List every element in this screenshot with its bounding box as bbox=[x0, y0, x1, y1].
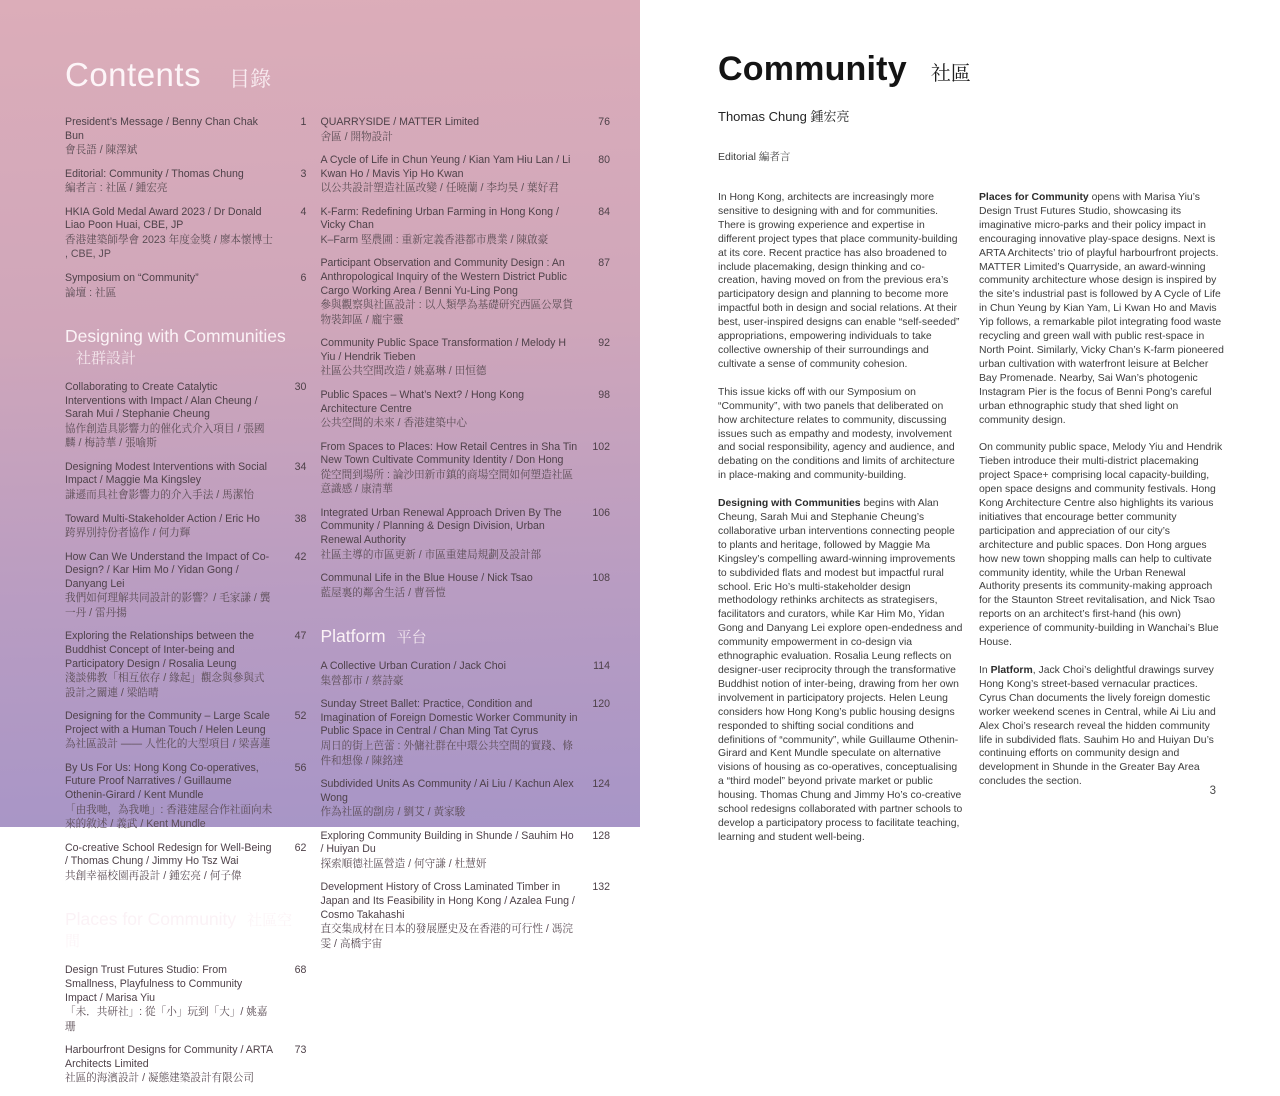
paragraph-text: In Hong Kong, architects are increasingly more sensitive to designing with and for communities. There is growing experience and expertise in different project types that place community-building at its core. Recent practice has also broadened to include placemaking, design thinking and co-creation, having moved on from the previous era’s participatory design and planning to become more impactful both in design and social relations. At their best, user-inspired designs can enable “self-seeded” appropriations, empowering individuals to take collective ownership of their surroundings and cultivate a sense of community cohesion. bbox=[718, 192, 960, 370]
toc-entry-title-zh: 公共空間的未來 / 香港建築中心 bbox=[320, 417, 468, 430]
paragraph-lead-bold: Platform bbox=[990, 665, 1033, 676]
article-paragraph bbox=[979, 441, 1224, 650]
toc-entry-text bbox=[320, 154, 586, 196]
article-kicker: Editorial 編者言 bbox=[718, 151, 791, 163]
toc-entry-page-number: 6 bbox=[300, 271, 307, 284]
toc-entry-title-zh: 作為社區的劏房 / 劉艾 / 黃家駿 bbox=[320, 806, 466, 819]
toc-entry-title-zh: 直交集成材在日本的發展歷史及在香港的可行性 / 馮浣雯 / 高橋宇宙 bbox=[320, 923, 573, 950]
article-paragraph bbox=[718, 191, 963, 372]
toc-entry bbox=[320, 441, 610, 497]
toc-entry bbox=[320, 507, 610, 562]
toc-entry-text bbox=[65, 630, 282, 700]
article-paragraph bbox=[979, 664, 1224, 789]
toc-entry-title-zh: 編者言 : 社區 / 鍾宏亮 bbox=[65, 182, 168, 195]
toc-section-heading bbox=[65, 909, 306, 951]
toc-entry-title-en: Subdivided Units As Community / Ai Liu / Kachun Alex Wong bbox=[320, 778, 574, 804]
toc-entry bbox=[65, 381, 306, 451]
toc-columns bbox=[65, 116, 610, 1096]
toc-entry-title-zh: 探索順德社區營造 / 何守謙 / 杜慧妍 bbox=[320, 857, 487, 870]
toc-entry-title-zh: 協作創造具影響力的催化式介入項目 / 張國麟 / 梅詩華 / 張喻斯 bbox=[65, 422, 265, 450]
toc-entry-title-zh: 「未．共研社」: 從「小」玩到「大」/ 姚嘉珊 bbox=[65, 1006, 268, 1033]
article-paragraph bbox=[979, 191, 1224, 427]
toc-entry-title-zh: 淺談佛教「相互依存 / 緣起」觀念與參與式設計之關連 / 梁皓晴 bbox=[65, 672, 265, 699]
toc-entry-title-en: By Us For Us: Hong Kong Co-operatives, Future Proof Narratives / Guillaume Othenin-Girard / Kent Mundle bbox=[65, 761, 259, 802]
toc-entry bbox=[320, 778, 610, 820]
toc-entry bbox=[320, 830, 610, 872]
toc-entry-title-zh: 謙遜而具社會影響力的介入手法 / 馬潔怡 bbox=[65, 489, 254, 502]
toc-entry-page-number: 3 bbox=[300, 167, 307, 180]
article-paragraph bbox=[718, 386, 963, 483]
toc-entry-title-zh: 從空間到場所 : 論沙田新市鎮的商場空間如何塑造社區意識感 / 康清華 bbox=[320, 468, 573, 496]
toc-entry-page-number: 92 bbox=[598, 337, 610, 350]
toc-entry bbox=[65, 710, 306, 752]
toc-entry-title-en: Exploring the Relationships between the Buddhist Concept of Inter-being and Participatory Design / Rosalia Leung bbox=[65, 630, 255, 670]
toc-entry-title-zh: 為社區設計 —— 人性化的大型項目 / 梁喜蓮 bbox=[65, 738, 271, 751]
toc-section-title-en: Platform bbox=[320, 626, 386, 647]
toc-entry bbox=[320, 116, 610, 144]
toc-entry-text bbox=[320, 698, 586, 768]
article-title-zh: 社區 bbox=[930, 63, 971, 85]
article-paragraph bbox=[718, 497, 963, 845]
contents-title-zh: 目錄 bbox=[229, 68, 272, 91]
toc-entry-title-zh: 香港建築師學會 2023 年度金獎 / 廖本懷博士 , CBE, JP bbox=[65, 233, 273, 261]
article-columns bbox=[718, 191, 1280, 859]
toc-entry-title-en: Designing Modest Interventions with Social Impact / Maggie Ma Kingsley bbox=[65, 460, 267, 487]
toc-entry-title-zh: 周日的街上芭蕾 : 外傭社群在中環公共空間的實踐、條件和想像 / 陳銘達 bbox=[320, 740, 573, 767]
toc-entry-text bbox=[320, 206, 586, 248]
toc-entry bbox=[65, 964, 306, 1034]
toc-entry-title-zh: 社區的海濱設計 / 凝態建築設計有限公司 bbox=[65, 1072, 254, 1085]
toc-entry bbox=[65, 461, 306, 503]
toc-section-title-zh: 平台 bbox=[396, 629, 427, 647]
toc-entry-title-en: Co-creative School Redesign for Well-Being / Thomas Chung / Jimmy Ho Tsz Wai bbox=[65, 841, 272, 868]
toc-entry-title-en: Communal Life in the Blue House / Nick Tsao bbox=[320, 572, 533, 585]
toc-entry-page-number: 1 bbox=[300, 116, 307, 128]
toc-entry-page-number: 47 bbox=[294, 630, 307, 643]
toc-entry-text bbox=[320, 116, 586, 144]
toc-entry-text bbox=[65, 551, 282, 621]
paragraph-text: , Jack Choi’s delightful drawings survey Hong Kong’s street-based vernacular practices. Cyrus Chan documents the lively foreign domestic worker weekend scenes in Central, while Ai Liu and Alex Choi’s research reveal the hidden community life in subdivided flats. Sauhim Ho and Huiyan Du’s continuing efforts on community design and development in Shunde in the Greater Bay Area concludes the section. bbox=[979, 665, 1216, 788]
toc-entry-page-number: 106 bbox=[592, 506, 610, 519]
toc-entry-title-en: Participant Observation and Community Design : An Anthropological Inquiry of the Western District Public Cargo Working Area / Benni Yu-Ling Pong bbox=[320, 257, 567, 297]
toc-entry-title-zh: 論壇 : 社區 bbox=[65, 286, 117, 299]
toc-entry-page-number: 30 bbox=[294, 381, 307, 394]
paragraph-text: In bbox=[979, 665, 991, 676]
toc-entry-title-en: How Can We Understand the Impact of Co-Design? / Kar Him Mo / Yidan Gong / Danyang Lei bbox=[65, 550, 270, 590]
toc-entry-page-number: 73 bbox=[294, 1044, 307, 1057]
toc-entry bbox=[65, 513, 306, 541]
toc-entry-title-zh: 藍屋裏的鄰舍生活 / 曹晉愷 bbox=[320, 586, 446, 599]
editorial-page bbox=[640, 0, 1280, 843]
toc-entry bbox=[320, 337, 610, 379]
toc-section-title-zh: 社群設計 bbox=[76, 350, 137, 368]
toc-entry-page-number: 98 bbox=[598, 388, 610, 401]
toc-entry bbox=[320, 154, 610, 196]
toc-section-heading bbox=[320, 626, 610, 647]
toc-entry-text bbox=[320, 830, 586, 872]
toc-entry bbox=[320, 881, 610, 951]
toc-entry-title-en: President’s Message / Benny Chan Chak Bun bbox=[65, 116, 258, 142]
toc-entry-title-zh: 以公共設計塑造社區改變 / 任曉蘭 / 李均昊 / 葉好君 bbox=[320, 182, 559, 195]
toc-entry-title-en: Development History of Cross Laminated Timber in Japan and Its Feasibility in Hong Kong / Azalea Fung / Cosmo Takahashi bbox=[320, 881, 575, 921]
toc-entry bbox=[320, 206, 610, 248]
toc-entry-title-en: Sunday Street Ballet: Practice, Condition and Imagination of Foreign Domestic Worker Community in Public Space in Central / Chan Ming Tat Cyrus bbox=[320, 698, 578, 738]
toc-entry-title-zh: 我們如何理解共同設計的影響？/ 毛家謙 / 龔一丹 / 雷丹揚 bbox=[65, 592, 271, 619]
toc-entry-page-number: 114 bbox=[593, 660, 610, 673]
toc-entry-page-number: 38 bbox=[294, 512, 307, 525]
toc-entry-page-number: 84 bbox=[598, 205, 610, 218]
toc-entry-title-en: From Spaces to Places: How Retail Centres in Sha Tin New Town Cultivate Community Identity / Don Hong bbox=[320, 440, 578, 467]
toc-entry-title-en: Exploring Community Building in Shunde / Sauhim Ho / Huiyan Du bbox=[320, 829, 574, 856]
toc-entry-text bbox=[65, 964, 282, 1034]
paragraph-text: begins with Alan Cheung, Sarah Mui and Stephanie Cheung’s collaborative urban interventions connecting people to plants and heritage, followed by Maggie Ma Kingsley’s compelling award-winning improvements to subdivided flats and modest but impactful rural school. Eric Ho’s multi-stakeholder design methodology rethinks architects as strategisers, facilitators and curators, while Kar Him Mo, Yidan Gong and Danyang Lei explore open-endedness and community empowerment in co-design via ethnographic evaluation. Rosalia Leung reflects on designer-user reciprocity through the transformative Buddhist notion of inter-being, drawing from her own involvement in participatory projects. Helen Leung considers how Hong Kong’s public housing designs responded to shifting social conditions and definitions of “community”, while Guillaume Othenin-Girard and Kent Mundle speculate on alternative visions of housing as co-operatives, conceptualising a “third model” beyond private market or public housing. Thomas Chung and Jimmy Ho’s co-creative school redesigns collaborated with partner schools to develop a participatory process to facilitate teaching, learning and student well-being. bbox=[718, 498, 963, 843]
article-col-1 bbox=[718, 191, 963, 859]
toc-entry-title-zh: 跨界別持份者協作 / 何力輝 bbox=[65, 527, 191, 540]
toc-entry-title-en: Editorial: Community / Thomas Chung bbox=[65, 167, 244, 180]
toc-entry bbox=[320, 257, 610, 327]
toc-entry-text bbox=[65, 842, 282, 884]
toc-entry-page-number: 102 bbox=[592, 440, 610, 453]
toc-entry-page-number: 120 bbox=[592, 698, 610, 711]
toc-entry bbox=[65, 551, 306, 621]
toc-entry-text bbox=[320, 257, 586, 327]
toc-entry bbox=[320, 698, 610, 768]
toc-entry-text bbox=[65, 381, 282, 451]
toc-entry bbox=[65, 762, 306, 832]
toc-entry-text bbox=[65, 272, 282, 300]
toc-entry bbox=[65, 206, 306, 262]
article-col-2 bbox=[979, 191, 1224, 859]
toc-entry-page-number: 4 bbox=[300, 205, 307, 218]
toc-entry-page-number: 68 bbox=[294, 964, 307, 977]
toc-entry-title-en: HKIA Gold Medal Award 2023 / Dr Donald Liao Poon Huai, CBE, JP bbox=[65, 205, 262, 232]
toc-entry-title-zh: 社區主導的市區更新 / 市區重建局規劃及設計部 bbox=[320, 548, 542, 561]
toc-section-title-en: Places for Community bbox=[65, 909, 237, 930]
toc-entry bbox=[65, 842, 306, 884]
paragraph-text: On community public space, Melody Yiu and Hendrik Tieben introduce their multi-district placemaking project Space+ comprising local capacity-building, open space designs and community festivals. Hong Kong Architecture Centre also highlights its various initiatives that encourage better community participation and appreciation of our city’s architecture and public spaces. Don Hong argues how new town shopping malls can help to cultivate community identity, while the Urban Renewal Authority presents its community-making approach for the Staunton Street revitalisation, and Nick Tsao reports on an architect’s first-hand (his own) experience of community-building in Wanchai’s Blue House. bbox=[979, 442, 1223, 649]
toc-entry-page-number: 62 bbox=[294, 841, 307, 854]
contents-page bbox=[0, 0, 640, 1085]
toc-entry-title-en: Design Trust Futures Studio: From Smallness, Playfulness to Community Impact / Marisa Yiu bbox=[65, 964, 243, 1004]
toc-entry-text bbox=[65, 513, 282, 541]
toc-section-title-en: Designing with Communities bbox=[65, 326, 286, 347]
toc-entry-title-en: Toward Multi-Stakeholder Action / Eric Ho bbox=[65, 512, 260, 525]
paragraph-lead-bold: Places for Community bbox=[979, 192, 1089, 203]
toc-entry bbox=[65, 168, 306, 196]
toc-entry-text bbox=[65, 168, 282, 196]
toc-entry-page-number: 124 bbox=[592, 778, 610, 791]
paragraph-text: opens with Marisa Yiu’s Design Trust Futures Studio, showcasing its imaginative micro-parks and their policy impact in encouraging innovative play-space designs. Next is ARTA Architects’ trio of playful harbourfront projects. MATTER Limited’s Quarryside, an award-winning community architecture whose design is inspired by the site’s industrial past is followed by A Cycle of Life in Chun Yeung by Kian Yam, Li Kwan Ho and Mavis Yip follows, a remarkable pilot integrating food waste recycling and green wall with public rest-space in North Point. Similarly, Vicky Chan’s K-farm pioneered urban cultivation with waterfront leisure at Belcher Bay Promenade. Nearby, Sai Wan’s photogenic Instagram Pier is the focus of Benni Pong’s careful urban ethnographic study that shed light on community design. bbox=[979, 192, 1224, 426]
toc-entry-title-en: K-Farm: Redefining Urban Farming in Hong Kong / Vicky Chan bbox=[320, 205, 559, 232]
toc-entry-title-zh: 共創幸福校園再設計 / 鍾宏亮 / 何子偉 bbox=[65, 869, 242, 882]
toc-entry bbox=[65, 116, 306, 158]
toc-entry-title-en: Symposium on “Community” bbox=[65, 271, 199, 284]
toc-entry-title-zh: 參與觀察與社區設計 : 以人類學為基礎研究西區公眾貨物裝卸區 / 龐宇靈 bbox=[320, 299, 573, 326]
toc-entry-page-number: 52 bbox=[294, 710, 307, 723]
toc-entry bbox=[320, 389, 610, 431]
article-title: Community bbox=[718, 50, 907, 88]
toc-entry-text bbox=[65, 1044, 282, 1086]
toc-entry-title-en: Public Spaces – What’s Next? / Hong Kong Architecture Centre bbox=[320, 388, 525, 415]
toc-entry-title-zh: 社區公共空間改造 / 姚嘉琳 / 田恒德 bbox=[320, 365, 487, 378]
toc-entry-title-zh: K–Farm 堅農圃 : 重新定義香港都市農業 / 陳啟豪 bbox=[320, 233, 549, 246]
toc-entry-page-number: 132 bbox=[592, 881, 610, 894]
toc-entry-title-en: A Collective Urban Curation / Jack Choi bbox=[320, 660, 506, 673]
toc-entry-text bbox=[320, 778, 586, 820]
toc-entry-page-number: 76 bbox=[598, 116, 610, 128]
contents-title-row bbox=[65, 56, 610, 94]
toc-entry-title-en: Designing for the Community – Large Scale Project with a Human Touch / Helen Leung bbox=[65, 710, 270, 736]
toc-entry-title-en: QUARRYSIDE / MATTER Limited bbox=[320, 116, 479, 128]
toc-entry-text bbox=[320, 337, 586, 379]
toc-entry-page-number: 80 bbox=[598, 154, 610, 167]
toc-entry-page-number: 108 bbox=[592, 572, 610, 585]
article-author: Thomas Chung 鍾宏亮 bbox=[718, 109, 850, 124]
toc-entry-title-zh: 舍區 / 開物設計 bbox=[320, 130, 393, 143]
toc-entry-text bbox=[320, 660, 586, 688]
toc-entry-title-en: Integrated Urban Renewal Approach Driven By The Community / Planning & Design Division, Urban Renewal Authority bbox=[320, 506, 562, 546]
toc-entry bbox=[65, 630, 306, 700]
toc-entry-text bbox=[65, 206, 282, 262]
toc-section-heading bbox=[65, 326, 306, 368]
toc-column bbox=[320, 116, 610, 1096]
toc-entry-text bbox=[320, 881, 586, 951]
toc-entry-page-number: 56 bbox=[294, 761, 307, 774]
paragraph-lead-bold: Designing with Communities bbox=[718, 498, 861, 510]
toc-entry bbox=[320, 572, 610, 600]
toc-entry-text bbox=[65, 762, 282, 832]
toc-entry bbox=[65, 1044, 306, 1086]
toc-column bbox=[65, 116, 306, 1096]
toc-entry bbox=[65, 272, 306, 300]
toc-entry-text bbox=[320, 507, 586, 562]
toc-entry bbox=[320, 660, 610, 688]
paragraph-text: This issue kicks off with our Symposium on “Community”, with two panels that deliberated on how architecture relates to community, discussing issues such as empathy and modesty, involvement and social responsibility, agency and audience, and debating on the conditions and limits of architecture in place-making and community-building. bbox=[718, 386, 955, 482]
toc-entry-page-number: 42 bbox=[294, 550, 307, 563]
toc-entry-page-number: 128 bbox=[592, 829, 610, 842]
toc-entry-text bbox=[320, 572, 586, 600]
toc-entry-text bbox=[320, 389, 586, 431]
toc-entry-title-en: Collaborating to Create Catalytic Interventions with Impact / Alan Cheung / Sarah Mui / Stephanie Cheung bbox=[65, 381, 258, 421]
toc-entry-title-zh: 「由我哋，為我哋」: 香港建屋合作社面向未來的敘述 / 義武 / Kent Mundle bbox=[65, 803, 273, 831]
toc-entry-text bbox=[65, 461, 282, 503]
toc-entry-title-en: A Cycle of Life in Chun Yeung / Kian Yam Hiu Lan / Li Kwan Ho / Mavis Yip Ho Kwan bbox=[320, 154, 571, 180]
toc-entry-page-number: 87 bbox=[598, 257, 610, 270]
toc-section-title-zh: 社區空間 bbox=[65, 912, 293, 951]
toc-entry-text bbox=[320, 441, 586, 497]
toc-entry-text bbox=[65, 116, 282, 158]
toc-entry-text bbox=[65, 710, 282, 752]
contents-title: Contents bbox=[65, 56, 202, 93]
page-number: 3 bbox=[1209, 785, 1216, 797]
toc-entry-title-en: Community Public Space Transformation / Melody H Yiu / Hendrik Tieben bbox=[320, 337, 566, 363]
toc-entry-title-en: Harbourfront Designs for Community / ARTA Architects Limited bbox=[65, 1044, 273, 1070]
toc-entry-title-zh: 會長語 / 陳澤斌 bbox=[65, 144, 138, 157]
toc-entry-title-zh: 集營都市 / 蔡詩豪 bbox=[320, 674, 404, 687]
article-title-row bbox=[718, 50, 1280, 89]
toc-entry-page-number: 34 bbox=[294, 460, 307, 473]
